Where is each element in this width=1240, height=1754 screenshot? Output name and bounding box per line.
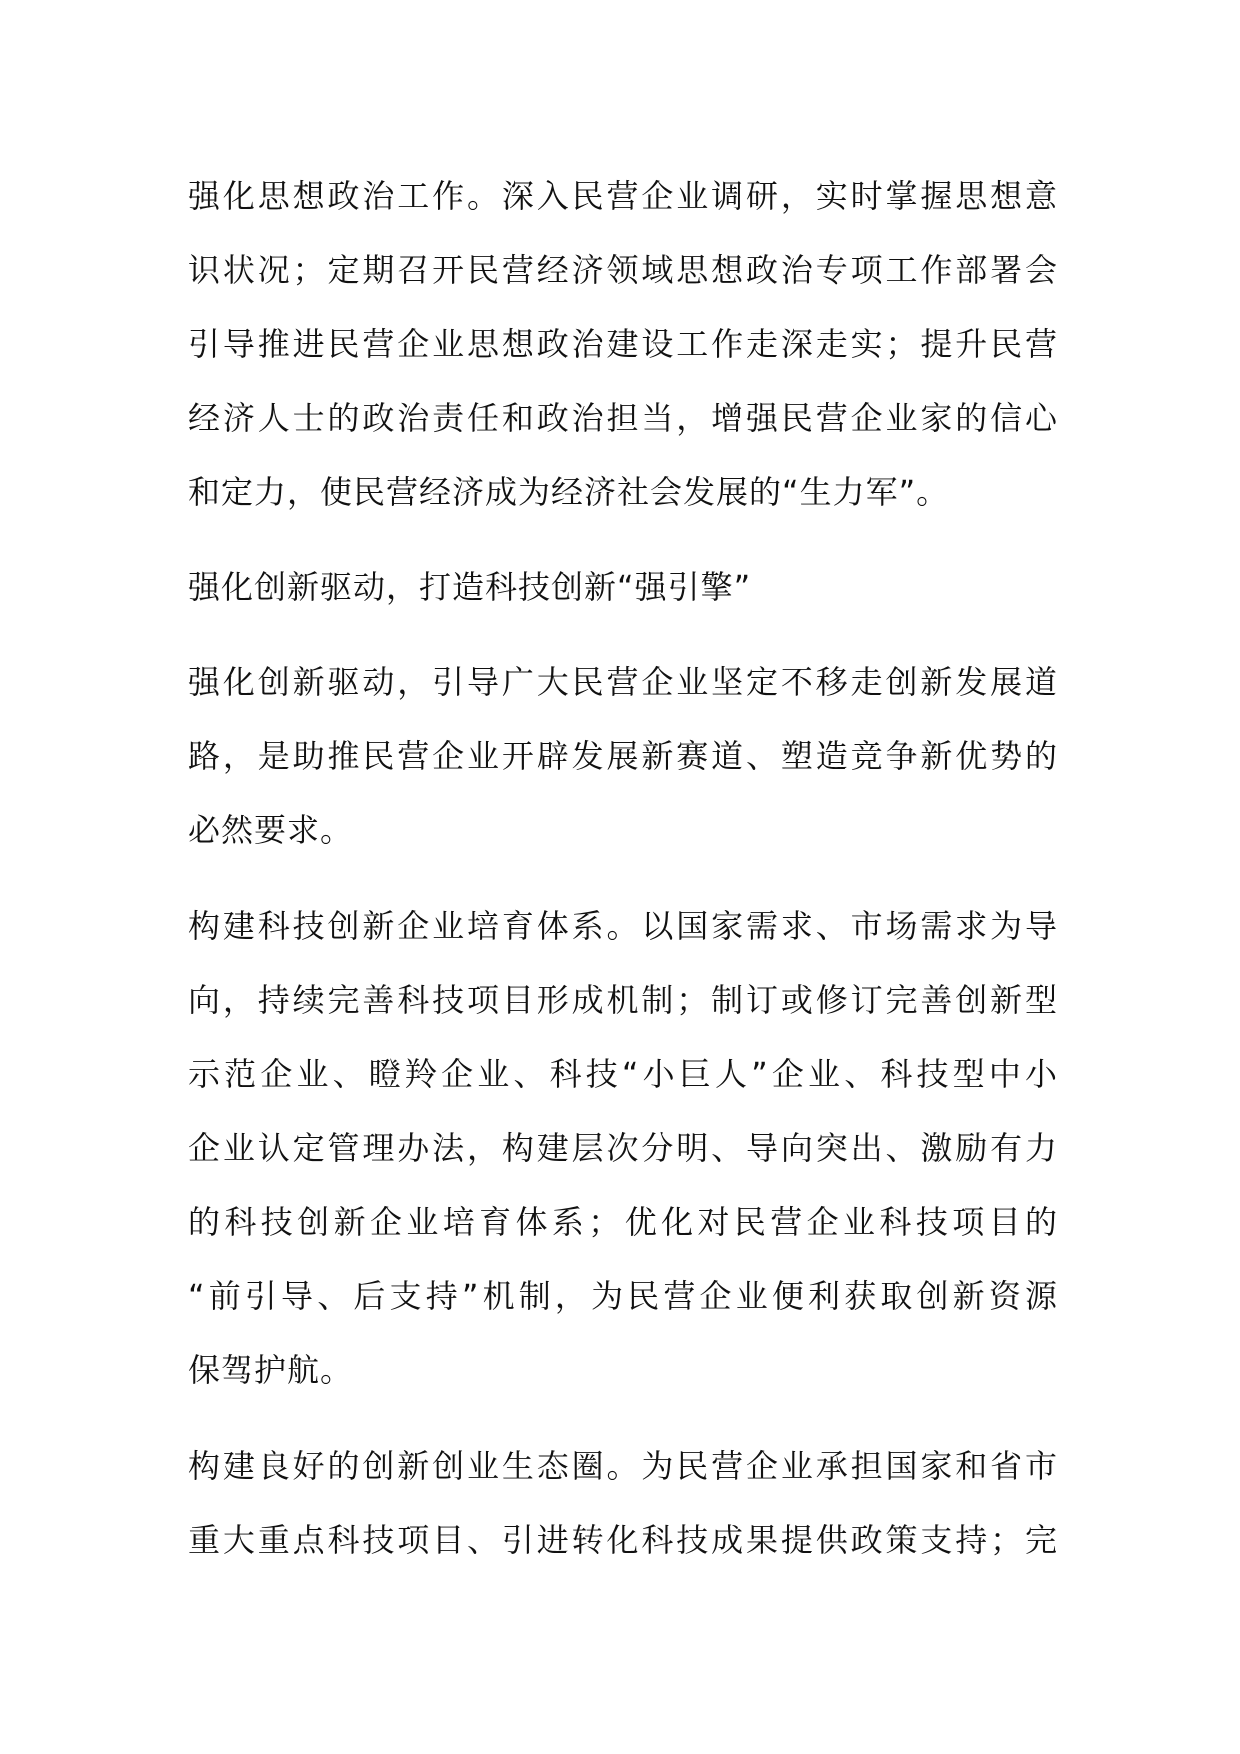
- paragraph-4-line-3: 示范企业、瞪羚企业、科技“小巨人”企业、科技型中小: [188, 1055, 1058, 1093]
- paragraph-1-line-4: 经济人士的政治责任和政治担当，增强民营企业家的信心: [188, 399, 1058, 437]
- paragraph-4-line-6: “前引导、后支持”机制，为民营企业便利获取创新资源: [188, 1277, 1058, 1315]
- section-heading: 强化创新驱动，打造科技创新“强引擎”: [188, 568, 752, 606]
- paragraph-4-line-2: 向，持续完善科技项目形成机制；制订或修订完善创新型: [188, 981, 1058, 1019]
- paragraph-1-line-3: 引导推进民营企业思想政治建设工作走深走实；提升民营: [188, 325, 1058, 363]
- paragraph-4-line-4: 企业认定管理办法，构建层次分明、导向突出、激励有力: [188, 1129, 1058, 1167]
- paragraph-1-line-5: 和定力，使民营经济成为经济社会发展的“生力军”。: [188, 473, 950, 511]
- paragraph-1-line-2: 识状况；定期召开民营经济领域思想政治专项工作部署会: [188, 251, 1058, 289]
- paragraph-4-line-1: 构建科技创新企业培育体系。以国家需求、市场需求为导: [188, 907, 1058, 945]
- paragraph-4-line-5: 的科技创新企业培育体系；优化对民营企业科技项目的: [188, 1203, 1058, 1241]
- paragraph-3-line-2: 路，是助推民营企业开辟发展新赛道、塑造竞争新优势的: [188, 737, 1058, 775]
- paragraph-1-line-1: 强化思想政治工作。深入民营企业调研，实时掌握思想意: [188, 177, 1058, 215]
- paragraph-3-line-1: 强化创新驱动，引导广大民营企业坚定不移走创新发展道: [188, 663, 1058, 701]
- paragraph-5-line-2: 重大重点科技项目、引进转化科技成果提供政策支持；完: [188, 1521, 1058, 1559]
- paragraph-4-line-7: 保驾护航。: [188, 1351, 354, 1389]
- paragraph-3-line-3: 必然要求。: [188, 811, 354, 849]
- paragraph-5-line-1: 构建良好的创新创业生态圈。为民营企业承担国家和省市: [188, 1447, 1058, 1485]
